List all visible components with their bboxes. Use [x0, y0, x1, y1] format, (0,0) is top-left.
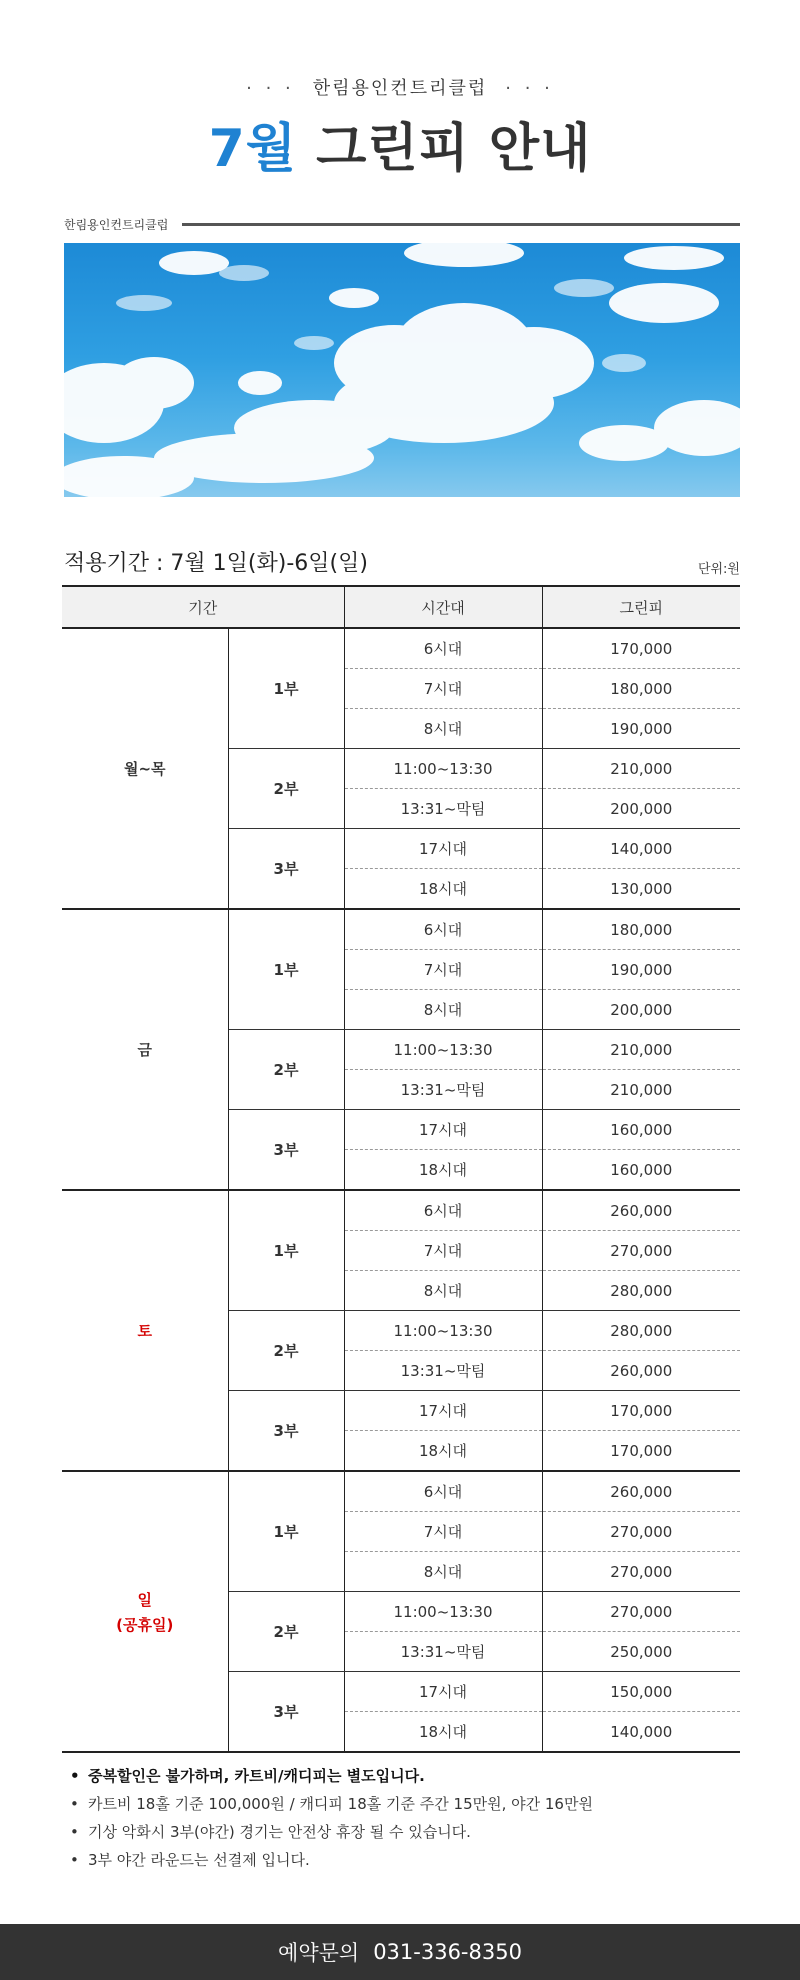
period-row — [64, 546, 740, 577]
greenfee-cell: 200,000 — [542, 789, 740, 829]
table-row — [62, 909, 740, 950]
part-cell: 1부 — [228, 1471, 344, 1592]
part-cell: 3부 — [228, 1672, 344, 1753]
greenfee-cell: 210,000 — [542, 1030, 740, 1070]
day-label: 토 — [137, 1322, 152, 1340]
header-greenfee: 그린피 — [542, 586, 740, 628]
timeslot-cell: 8시대 — [344, 990, 542, 1030]
note-item: • 기상 악화시 3부(야간) 경기는 안전상 휴장 될 수 있습니다. — [70, 1818, 750, 1846]
greenfee-cell: 170,000 — [542, 628, 740, 669]
table-body — [62, 628, 740, 1752]
part-cell: 2부 — [228, 1311, 344, 1391]
greenfee-cell: 270,000 — [542, 1592, 740, 1632]
greenfee-cell: 140,000 — [542, 1712, 740, 1753]
greenfee-cell: 190,000 — [542, 950, 740, 990]
day-cell — [62, 1471, 228, 1752]
greenfee-cell: 130,000 — [542, 869, 740, 910]
timeslot-cell: 11:00~13:30 — [344, 1030, 542, 1070]
timeslot-cell: 7시대 — [344, 950, 542, 990]
timeslot-cell: 11:00~13:30 — [344, 1311, 542, 1351]
greenfee-cell: 260,000 — [542, 1351, 740, 1391]
timeslot-cell: 13:31~막팀 — [344, 789, 542, 829]
part-cell: 3부 — [228, 829, 344, 910]
day-cell — [62, 909, 228, 1190]
timeslot-cell: 8시대 — [344, 1271, 542, 1311]
table-row — [62, 1471, 740, 1512]
timeslot-cell: 13:31~막팀 — [344, 1351, 542, 1391]
greenfee-cell: 260,000 — [542, 1190, 740, 1231]
greenfee-cell: 180,000 — [542, 909, 740, 950]
part-cell: 1부 — [228, 1190, 344, 1311]
unit-label: 단위:원 — [697, 562, 740, 577]
table-row — [62, 628, 740, 669]
timeslot-cell: 8시대 — [344, 1552, 542, 1592]
timeslot-cell: 17시대 — [344, 1672, 542, 1712]
part-cell: 1부 — [228, 909, 344, 1030]
timeslot-cell: 6시대 — [344, 1471, 542, 1512]
period-text: 적용기간 : 7월 1일(화)-6일(일) — [64, 551, 368, 576]
greenfee-cell: 210,000 — [542, 1070, 740, 1110]
greenfee-cell: 140,000 — [542, 829, 740, 869]
timeslot-cell: 6시대 — [344, 1190, 542, 1231]
greenfee-cell: 270,000 — [542, 1231, 740, 1271]
timeslot-cell: 7시대 — [344, 669, 542, 709]
brand-rule — [182, 223, 740, 226]
page-title — [0, 106, 800, 181]
greenfee-cell: 190,000 — [542, 709, 740, 749]
page-header — [0, 74, 800, 181]
part-cell: 2부 — [228, 749, 344, 829]
timeslot-cell: 8시대 — [344, 709, 542, 749]
timeslot-cell: 17시대 — [344, 829, 542, 869]
greenfee-cell: 210,000 — [542, 749, 740, 789]
greenfee-cell: 250,000 — [542, 1632, 740, 1672]
timeslot-cell: 13:31~막팀 — [344, 1632, 542, 1672]
day-label: 일 — [137, 1590, 152, 1609]
greenfee-cell: 270,000 — [542, 1552, 740, 1592]
day-label: 금 — [137, 1041, 152, 1059]
reservation-label: 예약문의 — [278, 1941, 360, 1965]
day-cell — [62, 1190, 228, 1471]
brand-line — [64, 214, 740, 234]
part-cell: 2부 — [228, 1592, 344, 1672]
header-period: 기간 — [62, 586, 344, 628]
greenfee-cell: 270,000 — [542, 1512, 740, 1552]
note-item: • 중복할인은 불가하며, 카트비/캐디피는 별도입니다. — [70, 1762, 750, 1790]
sky-banner-image — [64, 243, 740, 497]
day-sublabel: (공휴일) — [116, 1615, 174, 1634]
timeslot-cell: 18시대 — [344, 1712, 542, 1753]
greenfee-cell: 160,000 — [542, 1110, 740, 1150]
table-row — [62, 1190, 740, 1231]
greenfee-table — [62, 585, 740, 1753]
greenfee-cell: 260,000 — [542, 1471, 740, 1512]
timeslot-cell: 11:00~13:30 — [344, 749, 542, 789]
club-subtitle — [0, 74, 800, 100]
greenfee-cell: 280,000 — [542, 1271, 740, 1311]
part-cell: 3부 — [228, 1391, 344, 1472]
greenfee-cell: 180,000 — [542, 669, 740, 709]
part-cell: 2부 — [228, 1030, 344, 1110]
greenfee-cell: 150,000 — [542, 1672, 740, 1712]
dots-left: · · · — [246, 78, 295, 99]
greenfee-cell: 280,000 — [542, 1311, 740, 1351]
timeslot-cell: 17시대 — [344, 1391, 542, 1431]
table-header-row — [62, 586, 740, 628]
timeslot-cell: 6시대 — [344, 628, 542, 669]
greenfee-cell: 170,000 — [542, 1391, 740, 1431]
reservation-footer — [0, 1924, 800, 1980]
greenfee-cell: 200,000 — [542, 990, 740, 1030]
notes-list — [70, 1762, 750, 1874]
part-cell: 1부 — [228, 628, 344, 749]
reservation-phone[interactable]: 031-336-8350 — [373, 1940, 522, 1964]
day-cell — [62, 628, 228, 909]
timeslot-cell: 13:31~막팀 — [344, 1070, 542, 1110]
timeslot-cell: 11:00~13:30 — [344, 1592, 542, 1632]
dots-right: · · · — [505, 78, 554, 99]
day-label: 월~목 — [123, 760, 166, 778]
timeslot-cell: 17시대 — [344, 1110, 542, 1150]
greenfee-cell: 170,000 — [542, 1431, 740, 1472]
timeslot-cell: 18시대 — [344, 1431, 542, 1472]
timeslot-cell: 18시대 — [344, 869, 542, 910]
note-item: • 3부 야간 라운드는 선결제 입니다. — [70, 1846, 750, 1874]
timeslot-cell: 7시대 — [344, 1231, 542, 1271]
title-text: 그린피 안내 — [316, 119, 592, 179]
cloud-illustration — [64, 243, 740, 497]
header-timeslot: 시간대 — [344, 586, 542, 628]
brand-label: 한림용인컨트리클럽 — [64, 217, 169, 232]
timeslot-cell: 6시대 — [344, 909, 542, 950]
title-month: 7월 — [208, 119, 298, 179]
part-cell: 3부 — [228, 1110, 344, 1191]
subtitle-text: 한림용인컨트리클럽 — [312, 78, 488, 99]
timeslot-cell: 7시대 — [344, 1512, 542, 1552]
note-item: • 카트비 18홀 기준 100,000원 / 캐디피 18홀 기준 주간 15만원, 야간 16만원 — [70, 1790, 750, 1818]
timeslot-cell: 18시대 — [344, 1150, 542, 1191]
greenfee-cell: 160,000 — [542, 1150, 740, 1191]
